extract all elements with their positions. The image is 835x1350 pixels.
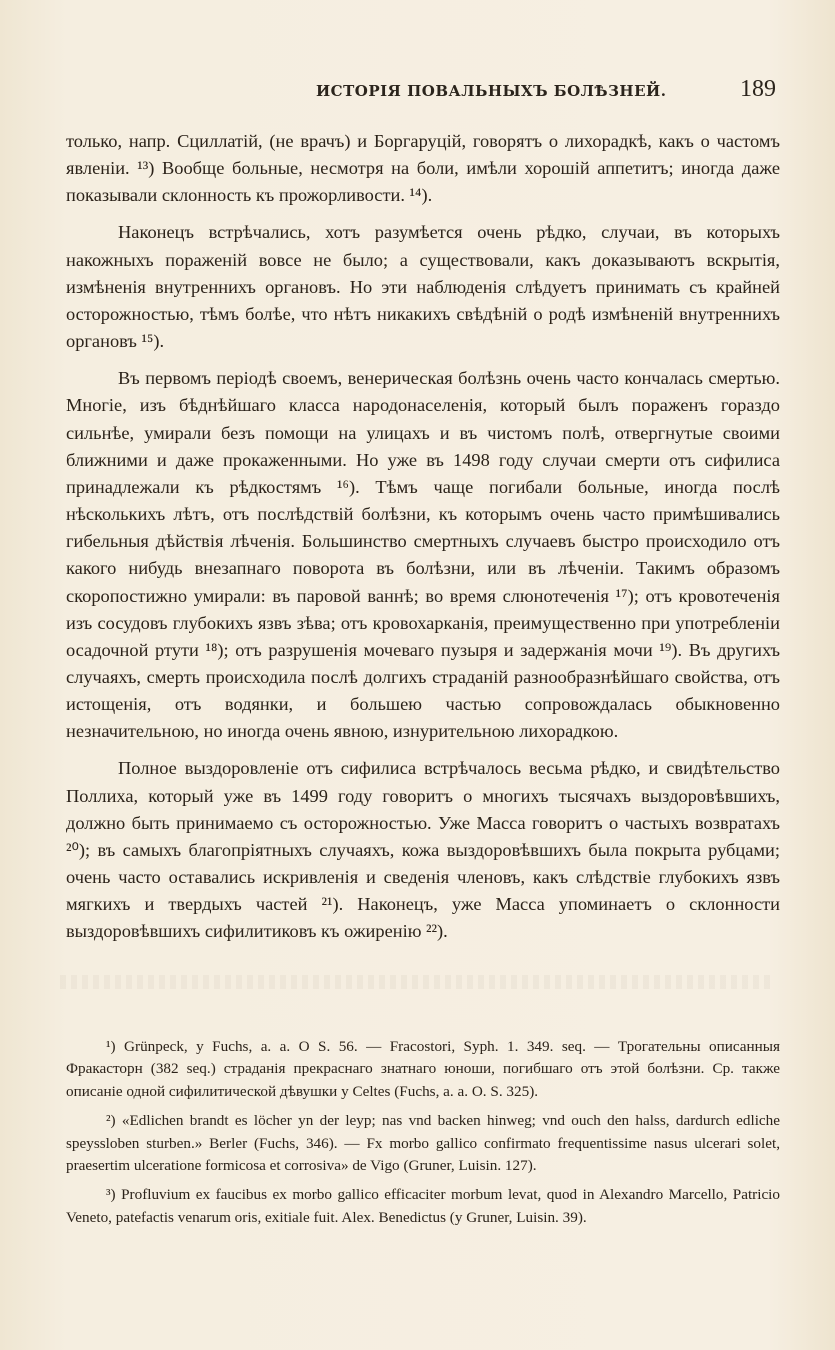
running-title: ИСТОРІЯ ПОВАЛЬНЫХЪ БОЛѢЗНЕЙ. — [316, 82, 667, 100]
page-number: 189 — [740, 76, 776, 102]
footnote-2: ²) «Edlichen brandt es löcher yn der leyp; nas vnd backen hinweg; vnd ouch den halss, dardurch edliche speyssloben sturben.» Berler (Fuchs, 346). — Fx morbo gallico confirmato frequentissime nasus ulcerari solet, praesertim ulceratione formicosa et corrosiva» de Vigo (Gruner, Luisin. 127). — [66, 1112, 780, 1175]
paragraph-internal-lesions: Наконецъ встрѣчались, хотъ разумѣется очень рѣдко, случаи, въ которыхъ накожныхъ пораженій вовсе не было; а существовали, какъ доказываютъ вскрытія, измѣненія внутреннихъ органовъ. Но эти наблюденія слѣдуетъ принимать съ крайней осторожностью, тѣмъ болѣе, что нѣтъ никакихъ свѣдѣній о родѣ измѣненій внутреннихъ органовъ ¹⁵). — [66, 222, 780, 352]
bleed-through — [60, 975, 775, 989]
running-head — [0, 76, 835, 112]
footnote-3: ³) Profluvium ex faucibus ex morbo gallico efficaciter morbum levat, quod in Alexandro Marcello, Patricio Veneto, patefactis venarum oris, exitiale fuit. Alex. Benedictus (у Gruner, Luisin. 39). — [66, 1186, 780, 1226]
paragraph-mortality: Въ первомъ періодѣ своемъ, венерическая болѣзнь очень часто кончалась смертью. Многіе, изъ бѣднѣйшаго класса народонаселенія, который былъ пораженъ гораздо сильнѣе, умирали безъ помощи на улицахъ и въ чистомъ полѣ, отвергнутые своими ближними и даже прокаженными. Но уже въ 1498 году случаи смерти отъ сифилиса принадлежали къ рѣдкостямъ ¹⁶). Тѣмъ чаще погибали больные, иногда послѣ нѣсколькихъ лѣтъ, отъ послѣдствій болѣзни, къ которымъ очень часто примѣшивались гибельныя дѣйствія лѣченія. Большинство смертныхъ случаевъ быстро происходило отъ какого нибудь внезапнаго поворота въ болѣзни, или въ лѣченіи. Такимъ образомъ скоропостижно умирали: въ паровой ваннѣ; во время слюнотеченія ¹⁷); отъ кровотеченія изъ сосудовъ глубокихъ язвъ зѣва; отъ кровохарканія, преимущественно при употребленіи осадочной ртути ¹⁸); отъ разрушенія мочеваго пузыря и задержанія мочи ¹⁹). Въ другихъ случаяхъ, смерть происходила послѣ долгихъ страданій разнообразнѣйшаго свойства, отъ истощенія, отъ водянки, и большею частью сопровождалась обыкновенно незначительною, но иногда очень явною, изнурительною лихорадкою. — [66, 368, 780, 742]
paragraph-recovery: Полное выздоровленіе отъ сифилиса встрѣчалось весьма рѣдко, и свидѣтельство Поллиха, который уже въ 1499 году говоритъ о многихъ тысячахъ выздоровѣвшихъ, должно быть принимаемо съ осторожностью. Уже Масса говоритъ о частыхъ возвратахъ ²⁰); въ самыхъ благопріятныхъ случаяхъ, кожа выздоровѣвшихъ была покрыта рубцами; очень часто оставались искривленія и сведенія членовъ, какъ слѣдствіе глубокихъ язвъ мягкихъ и твердыхъ частей ²¹). Наконецъ, уже Масса упоминаетъ о склонности выздоровѣвшихъ сифилитиковъ къ ожиренію ²²). — [66, 758, 780, 942]
footnotes — [66, 1036, 780, 1236]
footnote-1: ¹) Grünpeck, у Fuchs, a. a. O S. 56. — Fracostori, Syph. 1. 349. seq. — Трогательны описанныя Фракасторн (382 seq.) страданія прекраснаго знатнаго юноши, погибшаго отъ этой болѣзни. Ср. также описаніе одной сифилитической дѣвушки у Celtes (Fuchs, a. a. O. S. 325). — [66, 1038, 780, 1100]
main-text — [66, 128, 780, 946]
paragraph-continuation: только, напр. Сциллатій, (не врачъ) и Боргаруцій, говорятъ о лихорадкѣ, какъ о частомъ явленіи. ¹³) Вообще больные, несмотря на боли, имѣли хорошій аппетитъ; иногда даже показывали склонность къ прожорливости. ¹⁴). — [66, 131, 780, 206]
